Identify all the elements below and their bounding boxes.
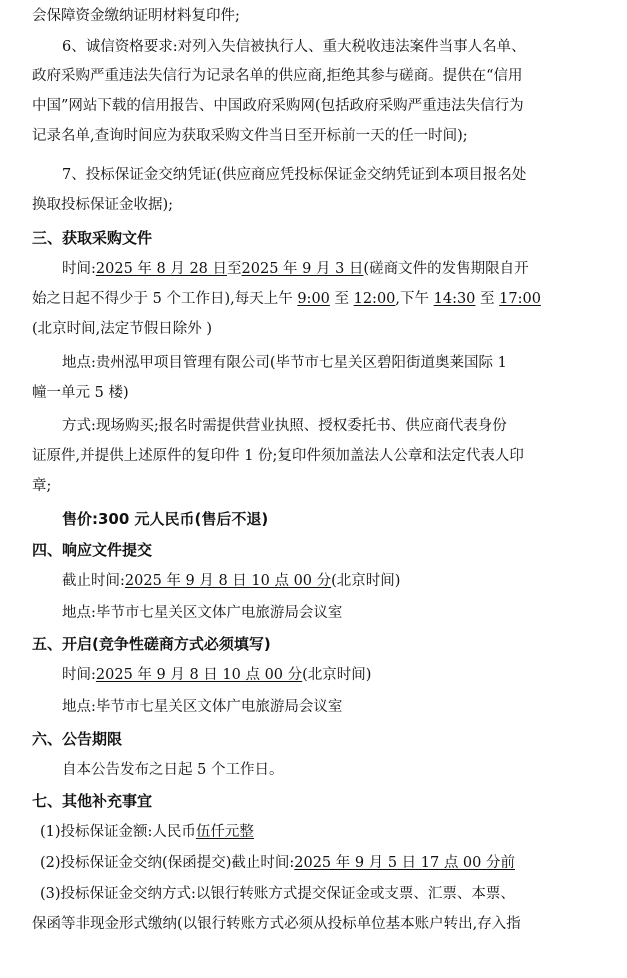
date-value: 2025 年 8 月 28 日 bbox=[95, 261, 228, 277]
text-line: 方式:现场购买;报名时需提供营业执照、授权委托书、供应商代表身份 bbox=[62, 418, 507, 434]
date-value: 2025 年 9 月 3 日 bbox=[241, 261, 364, 277]
text-line: 截止时间:2025 年 9 月 8 日 10 点 00 分(北京时间) bbox=[62, 573, 401, 589]
section-heading: 五、开启(竞争性磋商方式必须填写) bbox=[32, 635, 271, 653]
time-value: 12:00 bbox=[353, 291, 396, 307]
text-line: 换取投标保证金收据); bbox=[32, 197, 174, 213]
text-line: 记录名单,查询时间应为获取采购文件当日至开标前一天的任一时间); bbox=[32, 128, 468, 144]
time-value: 14:30 bbox=[433, 291, 476, 307]
text-line: 保函等非现金形式缴纳(以银行转账方式必须从投标单位基本账户转出,存入指 bbox=[32, 916, 521, 932]
text-line: (1)投标保证金额:人民币伍仟元整 bbox=[40, 824, 254, 840]
text-line: 地点:毕节市七星关区文体广电旅游局会议室 bbox=[62, 605, 343, 621]
text-line: 始之日起不得少于 5 个工作日),每天上午 9:00 至 12:00,下午 14:30 至 17:00 bbox=[32, 291, 541, 307]
price-line: 售价:300 元人民币(售后不退) bbox=[62, 510, 269, 528]
section-heading: 七、其他补充事宜 bbox=[32, 792, 153, 810]
text-line: 地点:毕节市七星关区文体广电旅游局会议室 bbox=[62, 699, 343, 715]
time-value: 17:00 bbox=[499, 291, 541, 307]
text-line: 证原件,并提供上述原件的复印件 1 份;复印件须加盖法人公章和法定代表人印 bbox=[32, 448, 524, 464]
text-line: 自本公告发布之日起 5 个工作日。 bbox=[62, 762, 284, 778]
section-heading: 三、获取采购文件 bbox=[32, 229, 153, 247]
text-line: 幢一单元 5 楼) bbox=[32, 385, 129, 401]
section-heading: 六、公告期限 bbox=[32, 730, 123, 748]
text-line: 地点:贵州泓甲项目管理有限公司(毕节市七星关区碧阳街道奥莱国际 1 bbox=[62, 355, 507, 371]
section-heading: 四、响应文件提交 bbox=[32, 541, 153, 559]
text-line: 6、诚信资格要求:对列入失信被执行人、重大税收违法案件当事人名单、 bbox=[62, 39, 526, 55]
deposit-deadline: 2025 年 9 月 5 日 17 点 00 分前 bbox=[294, 855, 515, 871]
text-line: (北京时间,法定节假日除外 ) bbox=[32, 321, 213, 337]
deposit-amount: 伍仟元整 bbox=[195, 824, 254, 840]
text-line: 7、投标保证金交纳凭证(供应商应凭投标保证金交纳凭证到本项目报名处 bbox=[62, 167, 527, 183]
text-line: 中国”网站下载的信用报告、中国政府采购网(包括政府采购严重违法失信行为 bbox=[32, 98, 524, 114]
opening-time-value: 2025 年 9 月 8 日 10 点 00 分 bbox=[95, 667, 303, 683]
time-value: 9:00 bbox=[297, 291, 330, 307]
text-line: 政府采购严重违法失信行为记录名单的供应商,拒绝其参与磋商。提供在“信用 bbox=[32, 68, 523, 84]
text-line: (3)投标保证金交纳方式:以银行转账方式提交保证金或支票、汇票、本票、 bbox=[40, 886, 515, 902]
deadline-value: 2025 年 9 月 8 日 10 点 00 分 bbox=[124, 573, 332, 589]
text-line: 时间:2025 年 8 月 28 日至2025 年 9 月 3 日(磋商文件的发售期限自开 bbox=[62, 261, 529, 277]
text-line: (2)投标保证金交纳(保函提交)截止时间:2025 年 9 月 5 日 17 点 00 分前 bbox=[40, 855, 515, 871]
text-line: 章; bbox=[32, 478, 52, 494]
text-line: 会保障资金缴纳证明材料复印件; bbox=[32, 8, 240, 24]
text-line: 时间:2025 年 9 月 8 日 10 点 00 分(北京时间) bbox=[62, 667, 372, 683]
